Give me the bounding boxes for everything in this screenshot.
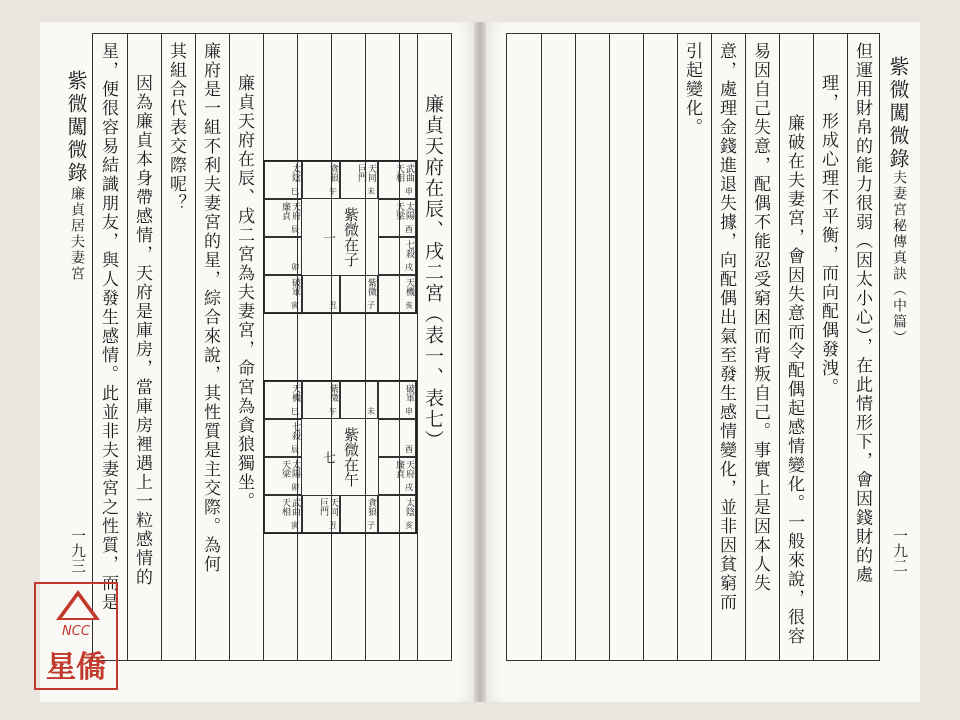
palace-stars bbox=[328, 384, 337, 402]
earthly-branch-label: 午 bbox=[329, 187, 337, 196]
palace-cell-you bbox=[378, 419, 416, 457]
star-name: 天相 bbox=[280, 498, 290, 516]
palace-cell-shen bbox=[378, 161, 416, 199]
text-column: 其組合代表交際呢？ bbox=[166, 42, 186, 213]
text-column: 理，形成心理不平衡，而向配偶發洩。 bbox=[818, 74, 838, 397]
palace-cell-si bbox=[264, 161, 302, 199]
star-name: 天機 bbox=[290, 384, 300, 402]
earthly-branch-label: 亥 bbox=[405, 521, 413, 530]
earthly-branch-label: 巳 bbox=[291, 187, 299, 196]
star-name: 破軍 bbox=[404, 384, 414, 402]
star-name: 破軍 bbox=[290, 278, 300, 296]
book-gutter bbox=[474, 22, 486, 702]
star-name: 天梁 bbox=[280, 460, 290, 478]
palace-cell-you bbox=[378, 199, 416, 237]
palace-cell-chou bbox=[302, 275, 340, 313]
star-name: 七殺 bbox=[290, 422, 300, 440]
palace-stars bbox=[404, 498, 413, 516]
star-name: 七殺 bbox=[404, 240, 414, 258]
palace-cell-zi bbox=[340, 275, 378, 313]
text-column: 廉府是一組不利夫妻宮的星，綜合來說，其性質是主交際。為何 bbox=[200, 42, 220, 574]
star-name: 太陰 bbox=[404, 498, 414, 516]
chart-center-label bbox=[302, 419, 378, 495]
earthly-branch-label: 申 bbox=[405, 407, 413, 416]
earthly-branch-label: 戌 bbox=[405, 263, 413, 272]
stamp-chinese: 星僑 bbox=[46, 650, 106, 685]
palace-stars bbox=[280, 460, 299, 478]
palace-cell-wu bbox=[302, 381, 340, 419]
chart-center-title: 紫微在子 bbox=[342, 207, 360, 267]
right-chapter-title: 夫妻宮秘傳真訣（中篇） bbox=[891, 170, 907, 346]
star-name: 貪狼 bbox=[366, 498, 376, 516]
chart-center-label bbox=[302, 199, 378, 275]
palace-stars bbox=[394, 164, 413, 182]
earthly-branch-label: 辰 bbox=[291, 445, 299, 454]
palace-cell-hai bbox=[378, 495, 416, 533]
ziwei-chart-2 bbox=[263, 380, 417, 534]
palace-cell-xu bbox=[378, 457, 416, 495]
palace-cell-hai bbox=[378, 275, 416, 313]
palace-cell-yin bbox=[264, 275, 302, 313]
text-column: 廉破在夫妻宮，會因失意而令配偶起感情變化。一般來說，很容 bbox=[784, 114, 804, 646]
star-name: 武曲 bbox=[404, 164, 414, 182]
text-column: 但運用財帛的能力很弱（因太小心），在此情形下，會因錢財的處 bbox=[852, 42, 872, 585]
palace-cell-zi bbox=[340, 495, 378, 533]
earthly-branch-label: 酉 bbox=[405, 225, 413, 234]
earthly-branch-label: 申 bbox=[405, 187, 413, 196]
left-chapter-title: 廉貞居夫妻宮 bbox=[69, 186, 85, 282]
palace-stars bbox=[318, 498, 337, 516]
star-name: 廉貞 bbox=[280, 202, 290, 220]
palace-stars bbox=[280, 202, 299, 220]
palace-cell-yin bbox=[264, 495, 302, 533]
palace-cell-wu bbox=[302, 161, 340, 199]
chart-center-number: 七 bbox=[320, 450, 335, 464]
star-name: 巨門 bbox=[318, 498, 328, 516]
earthly-branch-label: 寅 bbox=[291, 301, 299, 310]
text-column: 引起變化。 bbox=[682, 42, 702, 137]
palace-stars bbox=[280, 498, 299, 516]
star-name: 太陽 bbox=[290, 460, 300, 478]
text-column: 廉貞天府在辰、戌二宮為夫妻宮，命宮為貪狼獨坐。 bbox=[234, 74, 254, 511]
palace-stars bbox=[404, 384, 413, 402]
star-name: 天梁 bbox=[394, 202, 404, 220]
palace-cell-chen bbox=[264, 419, 302, 457]
right-book-title: 紫微闖微錄 bbox=[886, 56, 910, 171]
right-text-frame bbox=[506, 33, 880, 661]
palace-stars bbox=[394, 460, 413, 478]
chart-center-number: 一 bbox=[320, 230, 335, 244]
palace-cell-si bbox=[264, 381, 302, 419]
earthly-branch-label: 卯 bbox=[291, 483, 299, 492]
triangle-logo-icon bbox=[56, 590, 100, 620]
left-book-title: 紫微闖微錄 bbox=[64, 70, 88, 185]
star-name: 廉貞 bbox=[394, 460, 404, 478]
palace-stars bbox=[290, 164, 299, 182]
star-name: 天同 bbox=[328, 498, 338, 516]
palace-stars bbox=[366, 278, 375, 296]
star-name: 巨門 bbox=[356, 164, 366, 182]
palace-cell-wei bbox=[340, 161, 378, 199]
palace-stars bbox=[394, 202, 413, 220]
palace-stars bbox=[290, 422, 299, 440]
earthly-branch-label: 戌 bbox=[405, 483, 413, 492]
earthly-branch-label: 子 bbox=[367, 301, 375, 310]
earthly-branch-label: 丑 bbox=[329, 521, 337, 530]
palace-stars bbox=[404, 278, 413, 296]
palace-stars bbox=[328, 164, 337, 182]
earthly-branch-label: 午 bbox=[329, 407, 337, 416]
palace-cell-xu bbox=[378, 237, 416, 275]
star-name: 太陽 bbox=[404, 202, 414, 220]
star-name: 紫微 bbox=[366, 278, 376, 296]
palace-cell-chen bbox=[264, 199, 302, 237]
palace-cell-mao bbox=[264, 237, 302, 275]
earthly-branch-label: 辰 bbox=[291, 225, 299, 234]
palace-cell-chou bbox=[302, 495, 340, 533]
star-name: 天相 bbox=[394, 164, 404, 182]
text-column: 星，便很容易結識朋友，與人發生感情。此並非夫妻宮之性質，而是 bbox=[98, 42, 118, 612]
palace-stars bbox=[404, 240, 413, 258]
earthly-branch-label: 未 bbox=[367, 407, 375, 416]
text-column: 因為廉貞本身帶感情，天府是庫房，當庫房裡遇上一粒感情的 bbox=[132, 74, 152, 587]
star-name: 紫微 bbox=[328, 384, 338, 402]
earthly-branch-label: 亥 bbox=[405, 301, 413, 310]
earthly-branch-label: 丑 bbox=[329, 301, 337, 310]
earthly-branch-label: 卯 bbox=[291, 263, 299, 272]
star-name: 武曲 bbox=[290, 498, 300, 516]
earthly-branch-label: 未 bbox=[367, 187, 375, 196]
earthly-branch-label: 酉 bbox=[405, 445, 413, 454]
palace-cell-mao bbox=[264, 457, 302, 495]
ncc-watermark-stamp bbox=[34, 582, 118, 690]
star-name: 天府 bbox=[404, 460, 414, 478]
earthly-branch-label: 子 bbox=[367, 521, 375, 530]
star-name: 天同 bbox=[366, 164, 376, 182]
chart-center-title: 紫微在午 bbox=[342, 427, 360, 487]
star-name: 天機 bbox=[404, 278, 414, 296]
ziwei-chart-1 bbox=[263, 160, 417, 314]
stamp-latin: NCC bbox=[62, 624, 90, 639]
star-name: 貪狼 bbox=[328, 164, 338, 182]
left-text-frame bbox=[92, 33, 452, 661]
text-column: 易因自己失意，配偶不能忍受窮困而背叛自己。事實上是因本人失 bbox=[750, 42, 770, 593]
palace-stars bbox=[290, 384, 299, 402]
text-column: 意，處理金錢進退失據，向配偶出氣至發生感情變化，並非因貧窮而 bbox=[716, 42, 736, 612]
palace-stars bbox=[290, 278, 299, 296]
section-heading: 廉貞天府在辰、戌二宮（表一、表七） bbox=[422, 94, 444, 451]
star-name: 太陰 bbox=[290, 164, 300, 182]
palace-stars bbox=[366, 498, 375, 516]
earthly-branch-label: 寅 bbox=[291, 521, 299, 530]
right-page-number: 一九二 bbox=[891, 528, 909, 573]
left-page-number: 一九三 bbox=[69, 528, 87, 573]
earthly-branch-label: 巳 bbox=[291, 407, 299, 416]
palace-cell-shen bbox=[378, 381, 416, 419]
palace-cell-wei bbox=[340, 381, 378, 419]
star-name: 天府 bbox=[290, 202, 300, 220]
palace-stars bbox=[356, 164, 375, 182]
